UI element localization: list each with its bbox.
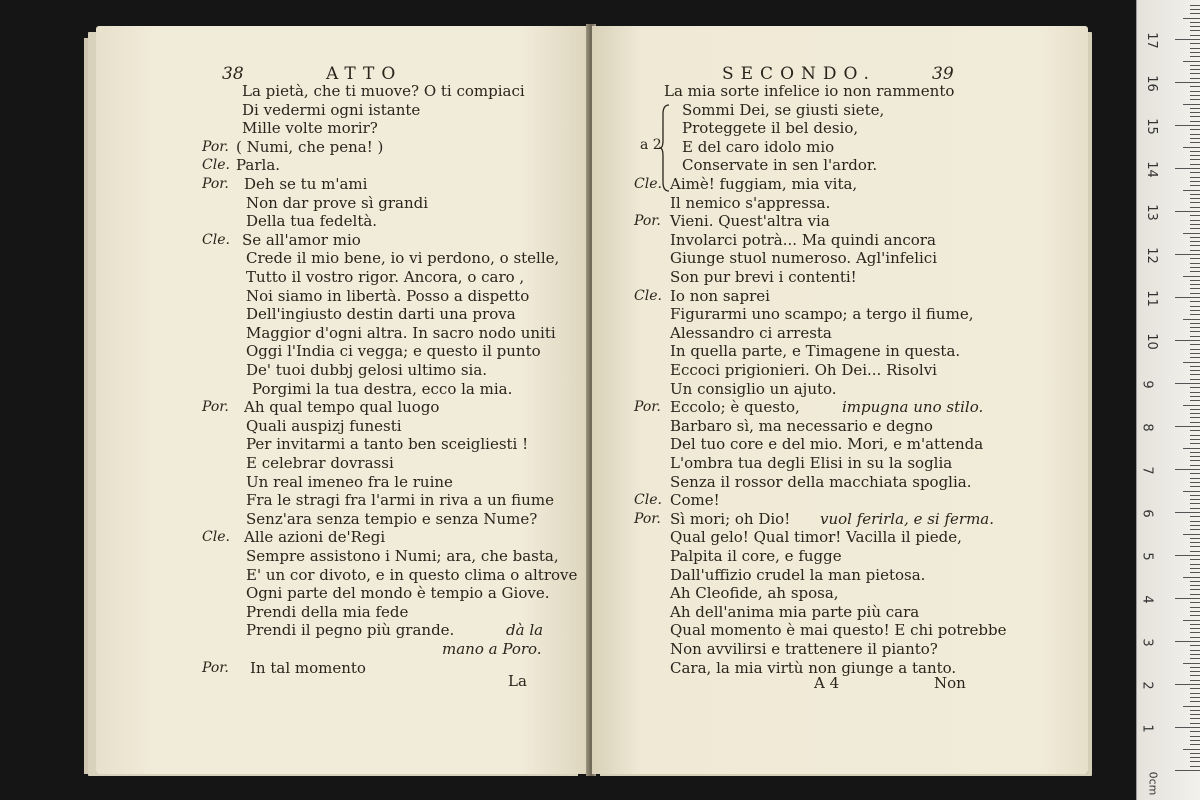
ruler-tick xyxy=(1190,645,1200,646)
ruler-tick xyxy=(1190,30,1200,31)
verse-line: Cara, la mia virtù non giunge a tanto. xyxy=(670,658,957,677)
ruler-tick xyxy=(1190,164,1200,165)
verse-line: Un real imeneo fra le ruine xyxy=(246,472,453,491)
right-running-header: SECONDO. xyxy=(722,64,876,84)
ruler-tick xyxy=(1190,525,1200,526)
ruler-tick xyxy=(1190,400,1200,401)
ruler-cm-label: 3 xyxy=(1139,638,1155,647)
speaker-label: Cle. xyxy=(634,492,662,509)
ruler-tick xyxy=(1190,478,1200,479)
ruler-tick xyxy=(1183,706,1200,707)
ruler-tick xyxy=(1190,559,1200,560)
ruler-tick xyxy=(1190,73,1200,74)
ruler-tick xyxy=(1175,297,1200,298)
ruler-tick xyxy=(1190,56,1200,57)
ruler-tick xyxy=(1183,620,1200,621)
verse-line: In tal momento xyxy=(250,658,366,677)
left-page-number: 38 xyxy=(222,64,244,84)
ruler-tick xyxy=(1190,35,1200,36)
ruler-tick xyxy=(1183,104,1200,105)
verse-line: Ah qual tempo qual luogo xyxy=(244,398,440,417)
ruler-tick xyxy=(1190,628,1200,629)
ruler-tick xyxy=(1190,280,1200,281)
verse-line: ( Numi, che pena! ) xyxy=(236,137,384,156)
ruler-tick xyxy=(1190,99,1200,100)
ruler-tick xyxy=(1190,95,1200,96)
speaker-label: Cle. xyxy=(202,157,230,174)
ruler-tick xyxy=(1190,353,1200,354)
measurement-ruler xyxy=(1136,0,1200,800)
ruler-tick xyxy=(1190,108,1200,109)
ruler-tick xyxy=(1175,39,1200,40)
ruler-tick xyxy=(1190,207,1200,208)
ruler-tick xyxy=(1190,116,1200,117)
speaker-label: Por. xyxy=(634,213,661,230)
ruler-tick xyxy=(1190,258,1200,259)
left-catchword: La xyxy=(508,672,527,690)
ruler-tick xyxy=(1175,383,1200,384)
ruler-tick xyxy=(1190,637,1200,638)
verse-line: Non avvilirsi e trattenere il pianto? xyxy=(670,640,938,658)
ruler-tick xyxy=(1190,301,1200,302)
ruler-cm-label: 10 xyxy=(1143,333,1159,350)
ruler-tick xyxy=(1190,134,1200,135)
verse-line: Alle azioni de'Regi xyxy=(244,528,386,547)
ruler-tick xyxy=(1190,508,1200,509)
ruler-tick xyxy=(1190,538,1200,539)
ruler-tick xyxy=(1190,323,1200,324)
ruler-tick xyxy=(1190,224,1200,225)
speaker-label: Cle. xyxy=(634,176,662,192)
ruler-tick xyxy=(1190,551,1200,552)
ruler-tick xyxy=(1175,598,1200,599)
ruler-tick xyxy=(1175,168,1200,169)
ruler-tick xyxy=(1190,460,1200,461)
ruler-tick xyxy=(1190,456,1200,457)
ruler-tick xyxy=(1190,241,1200,242)
ruler-tick xyxy=(1183,61,1200,62)
verse-line: Mille volte morir? xyxy=(242,119,378,138)
ruler-tick xyxy=(1190,499,1200,500)
ruler-tick xyxy=(1190,611,1200,612)
ruler-tick xyxy=(1190,215,1200,216)
ruler-tick xyxy=(1190,495,1200,496)
ruler-tick xyxy=(1190,271,1200,272)
ruler-tick xyxy=(1175,125,1200,126)
ruler-tick xyxy=(1183,233,1200,234)
ruler-tick xyxy=(1190,516,1200,517)
ruler-cm-label: 17 xyxy=(1143,32,1159,49)
ruler-tick xyxy=(1183,405,1200,406)
verse-line: Alessandro ci arresta xyxy=(670,323,832,342)
ruler-tick xyxy=(1190,142,1200,143)
verse-line: Crede il mio bene, io vi perdono, o stelle, xyxy=(246,249,560,268)
ruler-tick xyxy=(1190,710,1200,711)
ruler-tick xyxy=(1190,594,1200,595)
ruler-cm-label: 11 xyxy=(1143,290,1159,307)
speaker-label: Cle. xyxy=(202,231,230,248)
ruler-tick xyxy=(1190,387,1200,388)
ruler-tick xyxy=(1190,366,1200,367)
verse-line: Sempre assistono i Numi; ara, che basta, xyxy=(246,547,559,565)
ruler-tick xyxy=(1190,585,1200,586)
verse-line: Palpita il core, e fugge xyxy=(670,547,842,565)
ruler-tick xyxy=(1183,491,1200,492)
verse-line: Sommi Dei, se giusti siete, xyxy=(682,100,885,119)
ruler-tick xyxy=(1190,91,1200,92)
ruler-cm-label: 1 xyxy=(1139,724,1155,733)
verse-line: Porgimi la tua destra, ecco la mia. xyxy=(252,379,513,398)
ruler-tick xyxy=(1190,172,1200,173)
ruler-tick xyxy=(1190,314,1200,315)
verse-line: E del caro idolo mio xyxy=(682,137,835,156)
verse-line: Come! xyxy=(670,491,720,510)
ruler-tick xyxy=(1183,362,1200,363)
ruler-tick xyxy=(1190,753,1200,754)
right-page-number: 39 xyxy=(932,64,954,84)
verse-line: Proteggete il bel desio, xyxy=(682,119,859,138)
ruler-unit-label: 0cm xyxy=(1146,771,1160,796)
ruler-tick xyxy=(1190,245,1200,246)
verse-line: Prendi della mia fede xyxy=(246,602,409,621)
ruler-tick xyxy=(1190,327,1200,328)
speaker-label: Cle. xyxy=(202,529,230,546)
ruler-tick xyxy=(1190,250,1200,251)
ruler-cm-label: 15 xyxy=(1143,118,1159,135)
ruler-cm-label: 14 xyxy=(1143,161,1159,178)
verse-line: L'ombra tua degli Elisi in su la soglia xyxy=(670,454,953,472)
verse-line: Aimè! fuggiam, mia vita, xyxy=(670,175,858,193)
ruler-tick xyxy=(1190,185,1200,186)
ruler-tick xyxy=(1190,503,1200,504)
ruler-cm-label: 12 xyxy=(1143,247,1159,264)
ruler-tick xyxy=(1190,151,1200,152)
ruler-tick xyxy=(1190,731,1200,732)
ruler-tick xyxy=(1190,306,1200,307)
verse-line: E celebrar dovrassi xyxy=(246,454,394,472)
ruler-tick xyxy=(1175,641,1200,642)
ruler-tick xyxy=(1175,211,1200,212)
verse-line: Conservate in sen l'ardor. xyxy=(682,156,878,175)
ruler-cm-label: 6 xyxy=(1139,509,1155,518)
ruler-tick xyxy=(1190,615,1200,616)
ruler-tick xyxy=(1190,486,1200,487)
ruler-tick xyxy=(1183,319,1200,320)
verse-line: La pietà, che ti muove? O ti compiaci xyxy=(242,82,525,100)
ruler-tick xyxy=(1190,736,1200,737)
verse-line: Ah Cleofide, ah sposa, xyxy=(670,584,839,603)
ruler-tick xyxy=(1190,607,1200,608)
verse-line: Fra le stragi fra l'armi in riva a un fiume xyxy=(246,491,554,510)
left-running-header: ATTO xyxy=(326,64,403,84)
ruler-tick xyxy=(1190,220,1200,221)
ruler-cm-label: 13 xyxy=(1143,204,1159,221)
verse-line: Quali auspizj funesti xyxy=(246,416,402,435)
ruler-tick xyxy=(1190,396,1200,397)
verse-line: Io non saprei xyxy=(670,286,770,305)
verse-line: Qual momento è mai questo! E chi potrebbe xyxy=(670,621,1007,640)
verse-line: Ah dell'anima mia parte più cara xyxy=(670,602,920,621)
verse-line: E' un cor divoto, e in questo clima o altrove xyxy=(246,565,578,584)
verse-line: Della tua fedeltà. xyxy=(246,212,378,231)
left-page xyxy=(96,26,590,774)
verse-line: Eccoci prigionieri. Oh Dei... Risolvi xyxy=(670,361,937,379)
ruler-tick xyxy=(1190,288,1200,289)
ruler-tick xyxy=(1175,340,1200,341)
ruler-tick xyxy=(1190,697,1200,698)
ruler-tick xyxy=(1190,680,1200,681)
ruler-tick xyxy=(1190,155,1200,156)
ruler-tick xyxy=(1190,766,1200,767)
ruler-tick xyxy=(1190,718,1200,719)
stage-direction: vuol ferirla, e si ferma. xyxy=(820,509,995,528)
ruler-tick xyxy=(1190,701,1200,702)
ruler-tick xyxy=(1190,581,1200,582)
verse-line: Vieni. Quest'altra via xyxy=(670,212,830,231)
verse-line: Qual gelo! Qual timor! Vacilla il piede, xyxy=(670,528,962,547)
ruler-tick xyxy=(1183,663,1200,664)
ruler-tick xyxy=(1175,555,1200,556)
ruler-tick xyxy=(1190,675,1200,676)
ruler-tick xyxy=(1183,276,1200,277)
ruler-tick xyxy=(1183,190,1200,191)
ruler-tick xyxy=(1190,688,1200,689)
verse-line: Eccolo; è questo, xyxy=(670,398,800,417)
ruler-tick xyxy=(1190,430,1200,431)
ruler-tick xyxy=(1190,650,1200,651)
speaker-label: Cle. xyxy=(634,287,662,304)
ruler-tick xyxy=(1190,744,1200,745)
signature-mark: A 4 xyxy=(814,674,840,692)
verse-line: Involarci potrà... Ma quindi ancora xyxy=(670,230,936,249)
ruler-tick xyxy=(1175,469,1200,470)
ruler-tick xyxy=(1190,740,1200,741)
verse-line: Tutto il vostro rigor. Ancora, o caro , xyxy=(246,268,525,286)
verse-line: Senz'ara senza tempio e senza Nume? xyxy=(246,509,538,528)
ruler-tick xyxy=(1190,48,1200,49)
ruler-tick xyxy=(1190,439,1200,440)
ruler-tick xyxy=(1190,26,1200,27)
ruler-tick xyxy=(1190,194,1200,195)
verse-line: Barbaro sì, ma necessario e degno xyxy=(670,416,933,435)
ruler-tick xyxy=(1190,138,1200,139)
ruler-tick xyxy=(1190,263,1200,264)
verse-line: Ogni parte del mondo è tempio a Giove. xyxy=(246,584,550,603)
ruler-tick xyxy=(1190,761,1200,762)
ruler-tick xyxy=(1190,69,1200,70)
ruler-tick xyxy=(1183,577,1200,578)
verse-line: Il nemico s'appressa. xyxy=(670,193,831,212)
ruler-cm-label: 9 xyxy=(1139,380,1155,389)
ruler-tick xyxy=(1190,632,1200,633)
ruler-tick xyxy=(1183,534,1200,535)
ruler-cm-label: 5 xyxy=(1139,552,1155,561)
ruler-tick xyxy=(1190,546,1200,547)
verse-line: Senza il rossor della macchiata spoglia. xyxy=(670,472,972,491)
ruler-tick xyxy=(1190,267,1200,268)
ruler-cm-label: 8 xyxy=(1139,423,1155,432)
ruler-tick xyxy=(1190,202,1200,203)
ruler-tick xyxy=(1183,18,1200,19)
ruler-tick xyxy=(1190,465,1200,466)
verse-line: Oggi l'India ci vegga; e questo il punto xyxy=(246,342,541,361)
ruler-tick xyxy=(1190,13,1200,14)
ruler-tick xyxy=(1190,65,1200,66)
verse-line: La mia sorte infelice io non rammento xyxy=(664,82,955,100)
ruler-tick xyxy=(1190,572,1200,573)
stage-direction: dà la xyxy=(506,621,544,640)
ruler-tick xyxy=(1190,542,1200,543)
ruler-tick xyxy=(1190,422,1200,423)
verse-line: Parla. xyxy=(236,156,281,175)
ruler-tick xyxy=(1190,370,1200,371)
verse-line: De' tuoi dubbj gelosi ultimo sia. xyxy=(246,361,488,379)
ruler-tick xyxy=(1190,344,1200,345)
ruler-tick xyxy=(1183,749,1200,750)
verse-line: Per invitarmi a tanto ben sceigliesti ! xyxy=(246,435,529,454)
ruler-tick xyxy=(1190,564,1200,565)
verse-line: Dall'uffizio crudel la man pietosa. xyxy=(670,565,926,584)
ruler-tick xyxy=(1190,349,1200,350)
verse-line: Maggior d'ogni altra. In sacro nodo uniti xyxy=(246,323,556,342)
ruler-tick xyxy=(1190,482,1200,483)
ruler-tick xyxy=(1190,310,1200,311)
speaker-label: Por. xyxy=(202,176,229,192)
ruler-tick xyxy=(1175,82,1200,83)
ruler-tick xyxy=(1190,671,1200,672)
verse-line: Noi siamo in libertà. Posso a dispetto xyxy=(246,286,530,305)
ruler-tick xyxy=(1190,22,1200,23)
ruler-tick xyxy=(1190,443,1200,444)
speaker-label: Por. xyxy=(634,510,661,527)
speaker-label: Por. xyxy=(202,138,229,155)
ruler-tick xyxy=(1190,5,1200,6)
speaker-label: Por. xyxy=(202,399,229,416)
ruler-tick xyxy=(1190,52,1200,53)
ruler-tick xyxy=(1190,693,1200,694)
ruler-cm-label: 7 xyxy=(1139,466,1155,475)
verse-line: Deh se tu m'ami xyxy=(244,175,368,193)
ruler-tick xyxy=(1190,198,1200,199)
ruler-tick xyxy=(1190,9,1200,10)
ruler-tick xyxy=(1175,426,1200,427)
ruler-tick xyxy=(1183,448,1200,449)
ruler-tick xyxy=(1190,413,1200,414)
ruler-tick xyxy=(1190,529,1200,530)
verse-line: Non dar prove sì grandi xyxy=(246,193,429,212)
ruler-tick xyxy=(1190,159,1200,160)
ruler-tick xyxy=(1190,293,1200,294)
ruler-tick xyxy=(1190,228,1200,229)
verse-line: Sì mori; oh Dio! xyxy=(670,509,791,528)
ruler-tick xyxy=(1175,727,1200,728)
ruler-tick xyxy=(1190,177,1200,178)
ruler-tick xyxy=(1190,409,1200,410)
ruler-tick xyxy=(1175,684,1200,685)
ruler-tick xyxy=(1190,357,1200,358)
ruler-tick xyxy=(1190,78,1200,79)
ruler-tick xyxy=(1190,336,1200,337)
verse-line: Giunge stuol numeroso. Agl'infelici xyxy=(670,249,937,268)
verse-line: Prendi il pegno più grande. xyxy=(246,621,455,640)
ruler-tick xyxy=(1190,43,1200,44)
ruler-tick xyxy=(1190,589,1200,590)
verse-line: Son pur brevi i contenti! xyxy=(670,268,857,286)
verse-line: Un consiglio un ajuto. xyxy=(670,379,837,398)
ruler-cm-label: 16 xyxy=(1143,75,1159,92)
ruler-tick xyxy=(1190,757,1200,758)
ruler-tick xyxy=(1190,112,1200,113)
ruler-tick xyxy=(1190,417,1200,418)
ruler-tick xyxy=(1175,770,1200,771)
ruler-tick xyxy=(1190,658,1200,659)
verse-line: Del tuo core e del mio. Mori, e m'attenda xyxy=(670,435,984,454)
right-catchword: Non xyxy=(934,674,966,692)
ruler-tick xyxy=(1190,129,1200,130)
ruler-tick xyxy=(1190,392,1200,393)
stage-direction: mano a Poro. xyxy=(442,640,542,658)
ruler-tick xyxy=(1190,237,1200,238)
verse-line: Di vedermi ogni istante xyxy=(242,100,421,119)
stage-direction: impugna uno stilo. xyxy=(842,398,984,417)
ruler-tick xyxy=(1190,331,1200,332)
speaker-label: Por. xyxy=(634,399,661,416)
ruler-tick xyxy=(1190,714,1200,715)
ruler-tick xyxy=(1190,181,1200,182)
ruler-tick xyxy=(1190,602,1200,603)
ruler-tick xyxy=(1190,521,1200,522)
ruler-tick xyxy=(1175,512,1200,513)
ruler-tick xyxy=(1190,654,1200,655)
verse-line: Figurarmi uno scampo; a tergo il fiume, xyxy=(670,305,974,324)
ruler-tick xyxy=(1190,121,1200,122)
ruler-tick xyxy=(1190,452,1200,453)
ruler-tick xyxy=(1190,723,1200,724)
speaker-label: Por. xyxy=(202,659,229,676)
verse-line: In quella parte, e Timagene in questa. xyxy=(670,342,961,361)
ruler-tick xyxy=(1183,147,1200,148)
ruler-tick xyxy=(1190,667,1200,668)
ruler-cm-label: 2 xyxy=(1139,681,1155,690)
ruler-tick xyxy=(1190,374,1200,375)
ruler-tick xyxy=(1190,379,1200,380)
right-page xyxy=(592,26,1088,774)
ruler-tick xyxy=(1175,254,1200,255)
verse-line: Se all'amor mio xyxy=(242,230,361,249)
brace-label: a 2 xyxy=(640,137,662,153)
ruler-tick xyxy=(1190,435,1200,436)
ruler-cm-label: 4 xyxy=(1139,595,1155,604)
ruler-tick xyxy=(1190,473,1200,474)
ruler-tick xyxy=(1190,86,1200,87)
verse-line: Dell'ingiusto destin darti una prova xyxy=(246,305,516,324)
ruler-tick xyxy=(1190,568,1200,569)
ruler-tick xyxy=(1190,624,1200,625)
ruler-tick xyxy=(1190,284,1200,285)
